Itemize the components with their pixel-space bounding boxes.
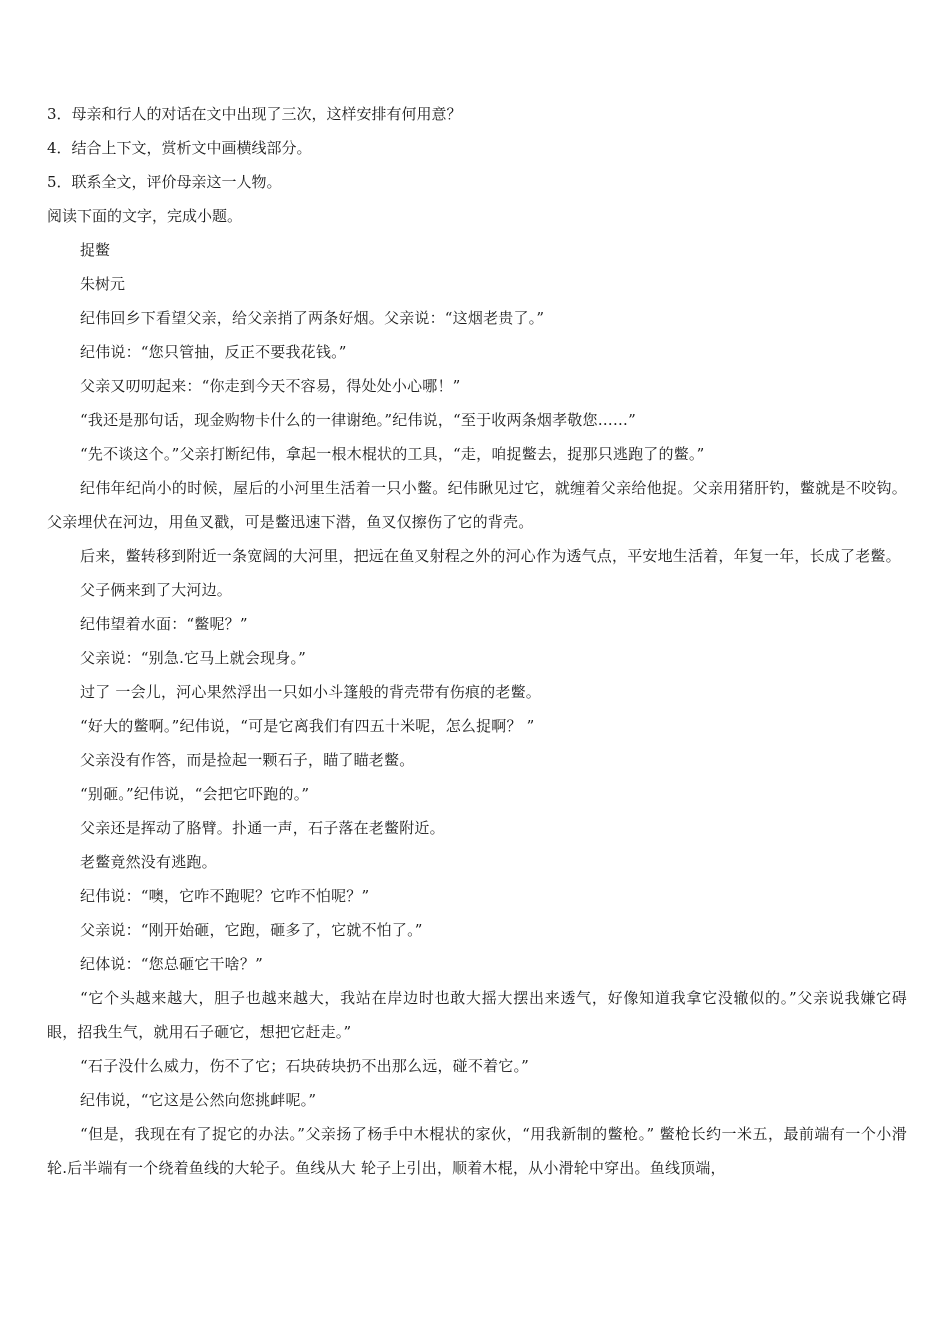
question-3: 3．母亲和行人的对话在文中出现了三次，这样安排有何用意？	[47, 105, 462, 123]
paragraph: “它个头越来越大，胆子也越来越大，我站在岸边时也敢大摇大摆出来透气，好像知道我拿它没辙似的。”父亲说我嫌它碍眼，招我生气，就用石子砸它，想把它赶走。”	[47, 989, 907, 1041]
question-4: 4．结合上下文，赏析文中画横线部分。	[47, 139, 312, 157]
paragraph: 父子俩来到了大河边。	[80, 581, 233, 599]
paragraph: 父亲说：“别急.它马上就会现身。”	[80, 649, 307, 667]
paragraph: 父亲没有作答，而是捡起一颗石子，瞄了瞄老鳖。	[80, 751, 415, 769]
paragraph: “但是，我现在有了捉它的办法。”父亲扬了杨手中木棍状的家伙，“用我新制的鳖枪。” 鳖枪长约一米五，最前端有一个小滑轮.后半端有一个绕着鱼线的大轮子。鱼线从大 轮子上引出，顺着木棍，从小滑轮中穿出。鱼线顶端，	[47, 1125, 907, 1177]
paragraph: “我还是那句话，现金购物卡什么的一律谢绝。”纪伟说，“至于收两条烟孝敬您……”	[80, 411, 636, 429]
paragraph: “先不谈这个。”父亲打断纪伟，拿起一根木棍状的工具，“走，咱捉鳖去，捉那只逃跑了的鳖。”	[80, 445, 705, 463]
question-5: 5．联系全文，评价母亲这一人物。	[47, 173, 282, 191]
article-title: 捉鳖	[80, 241, 111, 259]
paragraph: 纪伟望着水面：“鳖呢？”	[80, 615, 248, 633]
paragraph: 纪体说：“您总砸它干啥？”	[80, 955, 263, 973]
paragraph: 父亲又叨叨起来：“你走到今天不容易，得处处小心哪！”	[80, 377, 461, 395]
article-author: 朱树元	[80, 275, 126, 293]
reading-instruction: 阅读下面的文字，完成小题。	[47, 207, 243, 225]
paragraph: 老鳖竟然没有逃跑。	[80, 853, 217, 871]
document-content	[47, 97, 907, 1185]
paragraph: 纪伟回乡下看望父亲，给父亲捎了两条好烟。父亲说：“这烟老贵了。”	[80, 309, 545, 327]
paragraph: 父亲还是挥动了胳臂。扑通一声，石子落在老鳖附近。	[80, 819, 445, 837]
paragraph: “石子没什么威力，伤不了它；石块砖块扔不出那么远，碰不着它。”	[80, 1057, 530, 1075]
paragraph: 过了 一会儿，河心果然浮出一只如小斗篷般的背壳带有伤痕的老鳖。	[80, 683, 541, 701]
paragraph: 后来，鳖转移到附近一条宽阔的大河里，把远在鱼叉射程之外的河心作为透气点，平安地生活着，年复一年，长成了老鳖。	[80, 547, 901, 565]
paragraph: 纪伟说：“您只管抽，反正不要我花钱。”	[80, 343, 347, 361]
paragraph: 纪伟年纪尚小的时候，屋后的小河里生活着一只小鳖。纪伟瞅见过它，就缠着父亲给他捉。父亲用猪肝钓，鳖就是不咬钩。父亲埋伏在河边，用鱼叉戳，可是鳖迅速下潜，鱼叉仅擦伤了它的背壳。	[47, 479, 907, 531]
paragraph: 纪伟说：“噢，它咋不跑呢？它咋不怕呢？”	[80, 887, 370, 905]
paragraph: “别砸。”纪伟说，“会把它吓跑的。”	[80, 785, 310, 803]
paragraph: 父亲说：“刚开始砸，它跑，砸多了，它就不怕了。”	[80, 921, 423, 939]
paragraph: “好大的鳖啊。”纪伟说，“可是它离我们有四五十米呢，怎么捉啊？ ”	[80, 717, 535, 735]
paragraph: 纪伟说，“它这是公然向您挑衅呢。”	[80, 1091, 317, 1109]
